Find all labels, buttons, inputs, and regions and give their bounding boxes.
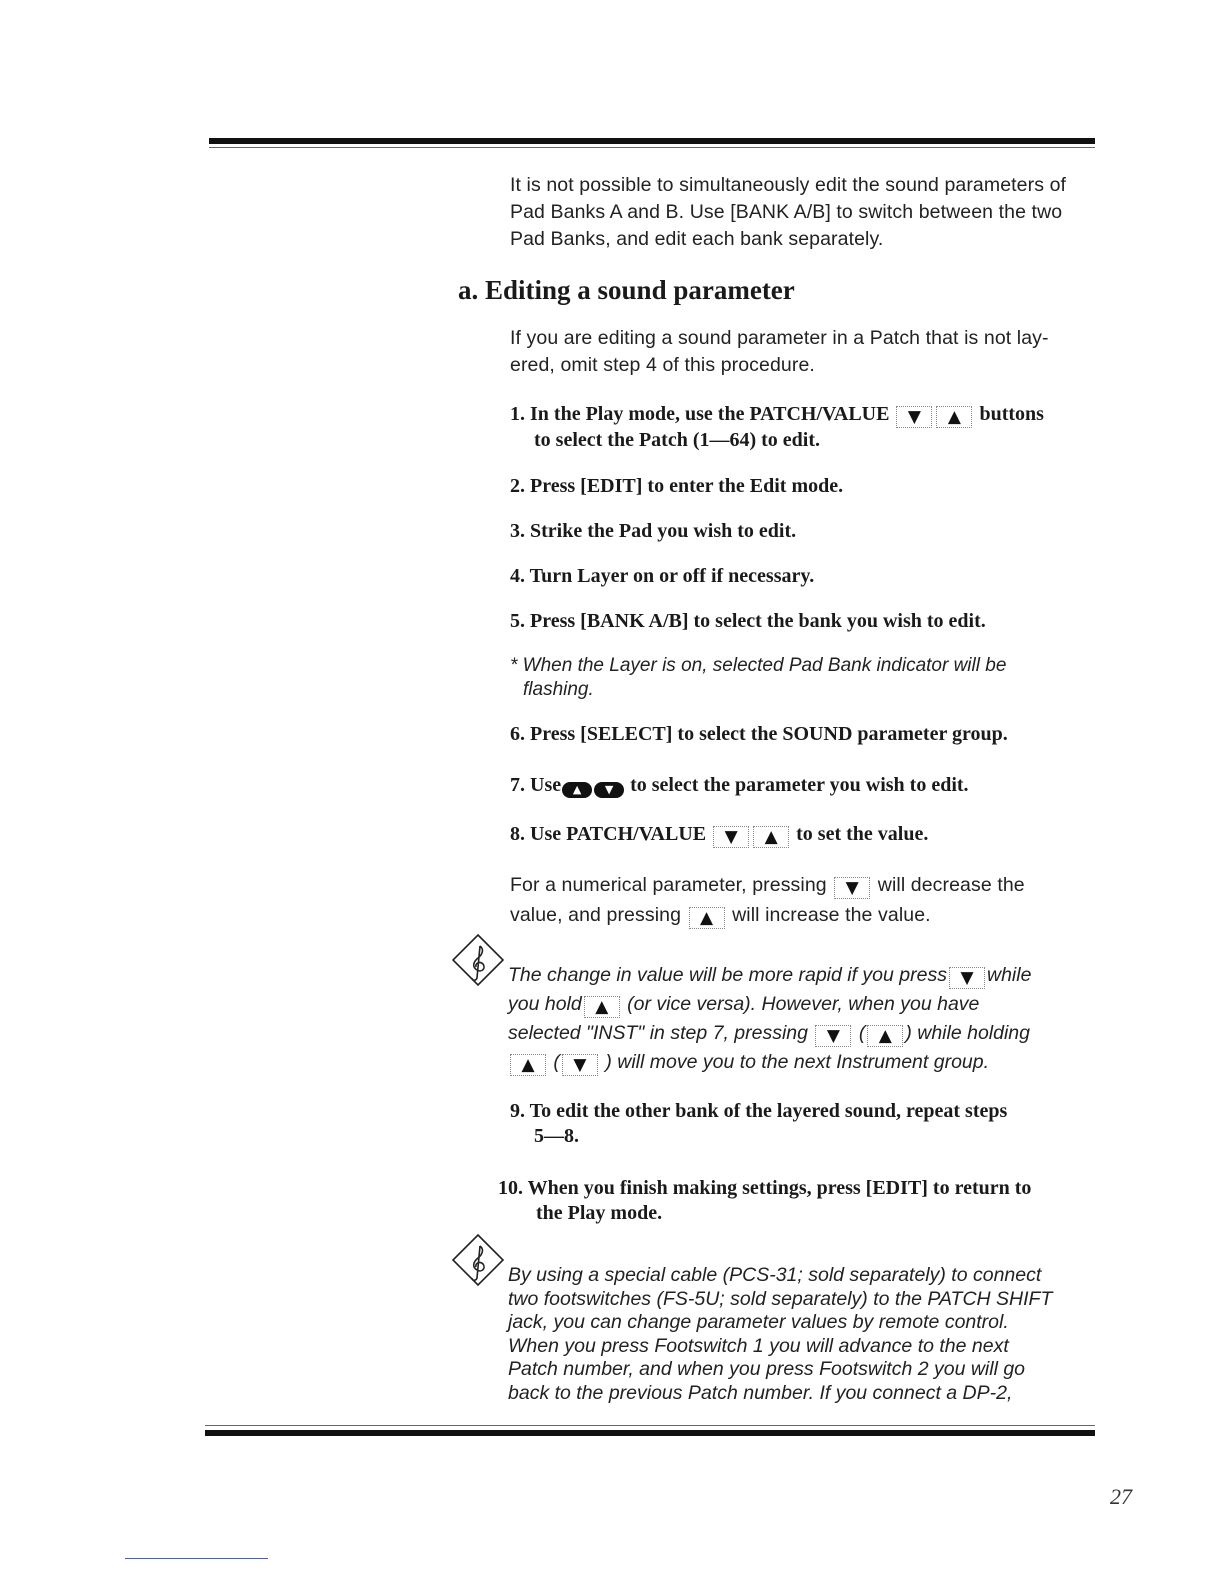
down-arrow-icon: ▼: [815, 1025, 851, 1047]
down-arrow-icon: ▼: [713, 826, 749, 848]
step-text: To edit the other bank of the layered sound, repeat steps: [529, 1100, 1008, 1122]
intro-paragraph: [510, 172, 1066, 253]
procedure-line: If you are editing a sound parameter in a Patch that is not lay-: [510, 327, 1049, 349]
step-9: [510, 1099, 1007, 1149]
intro-line: Pad Banks A and B. Use [BANK A/B] to switch between the two: [510, 201, 1063, 223]
step-number: 5.: [510, 610, 525, 632]
step-number: 3.: [510, 520, 525, 542]
procedure-intro: [510, 325, 1049, 379]
tip-text: (or vice versa). However, when you have: [627, 993, 980, 1015]
step-4: [510, 564, 814, 589]
tip-line: back to the previous Patch number. If you connect a DP-2,: [508, 1381, 1013, 1404]
up-arrow-icon: ▲: [510, 1054, 546, 1076]
step-6: [510, 722, 1008, 747]
tip-text: selected "INST" in step 7, pressing: [508, 1022, 808, 1044]
cursor-down-button-icon: ▼: [594, 782, 624, 798]
step-number: 9.: [510, 1100, 525, 1122]
step-text: Press [EDIT] to enter the Edit mode.: [530, 475, 844, 497]
step-text: In the Play mode, use the PATCH/VALUE: [530, 403, 890, 425]
step-1: [510, 402, 1044, 453]
step-text: buttons: [979, 403, 1044, 425]
down-arrow-icon: ▼: [834, 877, 870, 899]
top-rule-thin: [209, 147, 1095, 148]
step-text: to select the parameter you wish to edit.: [630, 774, 969, 796]
step-number: 10.: [498, 1177, 523, 1199]
step-text: to set the value.: [796, 823, 929, 845]
step-10: [498, 1176, 1031, 1226]
body-text: will increase the value.: [732, 904, 931, 926]
step-text: Press [BANK A/B] to select the bank you wish to edit.: [530, 610, 986, 632]
procedure-line: ered, omit step 4 of this procedure.: [510, 354, 815, 376]
intro-line: Pad Banks, and edit each bank separately.: [510, 228, 884, 250]
step-text: Turn Layer on or off if necessary.: [529, 565, 815, 587]
down-arrow-icon: ▼: [896, 406, 932, 428]
step-text: Press [SELECT] to select the SOUND parameter group.: [530, 723, 1008, 745]
down-arrow-icon: ▼: [949, 967, 985, 989]
step-text: Use: [530, 774, 562, 796]
tip-text: (: [553, 1051, 560, 1073]
step-number: 8.: [510, 823, 525, 845]
intro-line: It is not possible to simultaneously edit the sound parameters of: [510, 174, 1067, 196]
tip-footswitch: [508, 1264, 1052, 1405]
note-line: flashing.: [523, 679, 594, 700]
footer-link-line: [125, 1558, 268, 1559]
tip-line: By using a special cable (PCS-31; sold separately) to connect: [508, 1264, 1042, 1286]
step-2: [510, 474, 843, 499]
tip-text: ) while holding: [905, 1022, 1030, 1044]
step-text: Use PATCH/VALUE: [530, 823, 707, 845]
body-text: will decrease the: [877, 874, 1025, 896]
step-text: to select the Patch (1—64) to edit.: [534, 429, 821, 451]
step-8: [510, 822, 928, 848]
up-arrow-icon: ▲: [584, 996, 620, 1018]
step-number: 6.: [510, 723, 525, 745]
step-text: the Play mode.: [536, 1202, 663, 1224]
down-arrow-icon: ▼: [562, 1054, 598, 1076]
tip-text: while: [986, 964, 1032, 986]
step-text: Strike the Pad you wish to edit.: [530, 520, 797, 542]
step-number: 1.: [510, 403, 525, 425]
layer-note: [510, 654, 1006, 702]
step-7: [510, 773, 969, 798]
step-3: [510, 519, 796, 544]
tip-text: ) will move you to the next Instrument group.: [605, 1051, 990, 1073]
treble-clef-diamond-icon: [450, 1232, 506, 1288]
treble-clef-diamond-icon: [450, 932, 506, 988]
top-rule: [209, 138, 1095, 144]
bottom-rule: [205, 1430, 1095, 1436]
body-text: For a numerical parameter, pressing: [510, 874, 827, 896]
numerical-paragraph: [510, 870, 1025, 930]
step-5: [510, 609, 986, 634]
tip-text: (: [858, 1022, 866, 1044]
up-arrow-icon: ▲: [867, 1025, 903, 1047]
page-number: 27: [1110, 1484, 1132, 1509]
body-text: value, and pressing: [510, 904, 682, 926]
tip-line: two footswitches (FS-5U; sold separately) to the PATCH SHIFT: [508, 1287, 1053, 1310]
tip-line: jack, you can change parameter values by remote control.: [508, 1311, 1009, 1333]
tip-rapid-change: [508, 961, 1031, 1077]
section-heading: a. Editing a sound parameter: [458, 275, 795, 305]
step-text: When you finish making settings, press [EDIT] to return to: [527, 1177, 1032, 1199]
up-arrow-icon: ▲: [753, 826, 789, 848]
up-arrow-icon: ▲: [936, 406, 972, 428]
tip-line: Patch number, and when you press Footswitch 2 you will go: [508, 1358, 1026, 1380]
step-number: 2.: [510, 475, 525, 497]
step-text: 5—8.: [534, 1125, 579, 1147]
step-number: 4.: [510, 565, 525, 587]
tip-text: you hold: [508, 993, 582, 1015]
note-line: * When the Layer is on, selected Pad Bank indicator will be: [510, 655, 1007, 676]
cursor-up-button-icon: ▲: [562, 782, 592, 798]
tip-line: When you press Footswitch 1 you will advance to the next: [508, 1334, 1009, 1357]
bottom-rule-thin: [205, 1425, 1095, 1426]
up-arrow-icon: ▲: [689, 907, 725, 929]
step-number: 7.: [510, 774, 525, 796]
tip-text: The change in value will be more rapid if you press: [508, 964, 947, 986]
